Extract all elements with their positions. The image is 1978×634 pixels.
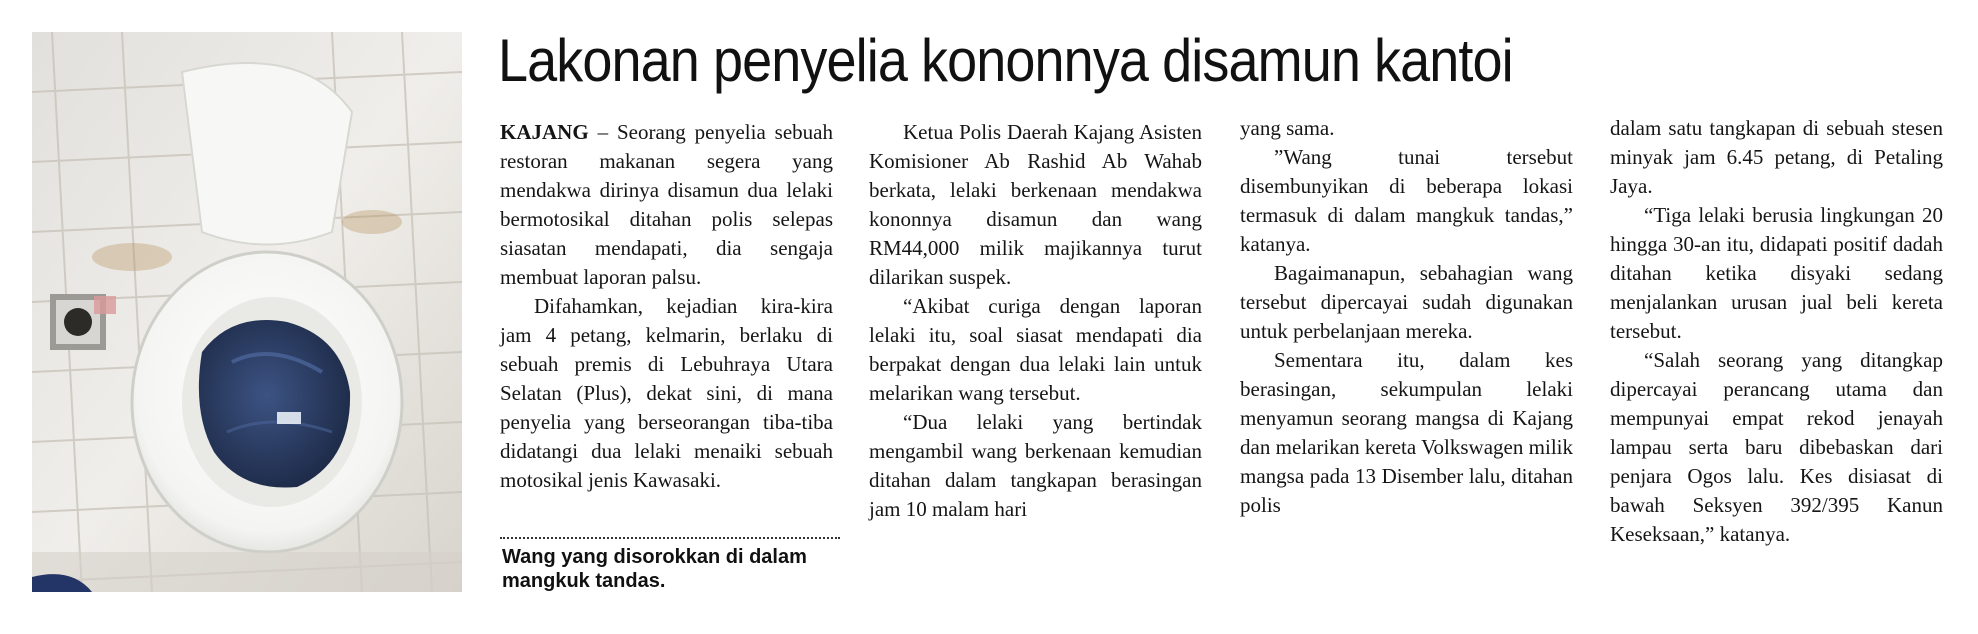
paragraph: dalam satu tangkapan di sebuah stesen minyak jam 6.45 petang, di Petaling Jaya. [1610, 116, 1943, 198]
paragraph: “Akibat curiga dengan laporan lelaki itu, soal siasat mendapati dia berpakat dengan dua lelaki lain untuk melarikan wang tersebut. [869, 294, 1202, 405]
dateline: KAJANG [500, 120, 589, 144]
paragraph [500, 118, 833, 292]
paragraph: Ketua Polis Daerah Kajang Asisten Komisioner Ab Rashid Ab Wahab berkata, lelaki berkenaan mendakwa kononnya disamun dan wang RM44,000 milik majikannya turut dilarikan suspek. [869, 120, 1202, 289]
article-photo [32, 32, 462, 592]
paragraph: “Salah seorang yang ditangkap dipercayai perancang utama dan mempunyai empat rekod jenayah lampau serta baru dibebaskan dari penjara Ogos lalu. Kes disiasat di bawah Seksyen 392/395 Kanun Keseksaan,” katanya. [1610, 348, 1943, 546]
headline: Lakonan penyelia kononnya disamun kantoi [498, 27, 1513, 94]
paragraph: “Tiga lelaki berusia lingkungan 20 hingga 30-an itu, didapati positif dadah ditahan ketika disyaki sedang menjalankan urusan jual beli kereta tersebut. [1610, 203, 1943, 343]
article-column-2 [869, 118, 1202, 524]
paragraph: ”Wang tunai tersebut disembunyikan di beberapa lokasi termasuk di dalam mangkuk tandas,” katanya. [1240, 145, 1573, 256]
photo-caption: Wang yang disorokkan di dalam mangkuk tandas. [502, 546, 807, 592]
article-column-3 [1240, 114, 1573, 520]
caption-divider [500, 537, 840, 539]
paragraph: Sementara itu, dalam kes berasingan, sekumpulan lelaki menyamun seorang mangsa di Kajang dan melarikan kereta Volkswagen milik mangsa pada 13 Disember lalu, ditahan polis [1240, 348, 1573, 517]
paragraph: yang sama. [1240, 116, 1335, 140]
toilet-bowl-photo-icon [32, 32, 462, 592]
article-column-4 [1610, 114, 1943, 549]
paragraph: Difahamkan, kejadian kira-kira jam 4 petang, kelmarin, berlaku di sebuah premis di Lebuhraya Utara Selatan (Plus), dekat sini, di mana penyelia yang berseorangan tiba-tiba didatangi dua lelaki menaiki sebuah motosikal jenis Kawasaki. [500, 294, 833, 492]
paragraph: Bagaimanapun, sebahagian wang tersebut dipercayai sudah digunakan untuk perbelanjaan mereka. [1240, 261, 1573, 343]
paragraph: “Dua lelaki yang bertindak mengambil wang berkenaan kemudian ditahan dalam tangkapan berasingan jam 10 malam hari [869, 410, 1202, 521]
paragraph-text: – Seorang penyelia sebuah restoran makanan segera yang mendakwa dirinya disamun dua lelaki bermotosikal ditahan polis selepas siasatan mendapati, dia sengaja membuat laporan palsu. [500, 120, 833, 289]
article-column-1 [500, 118, 833, 495]
